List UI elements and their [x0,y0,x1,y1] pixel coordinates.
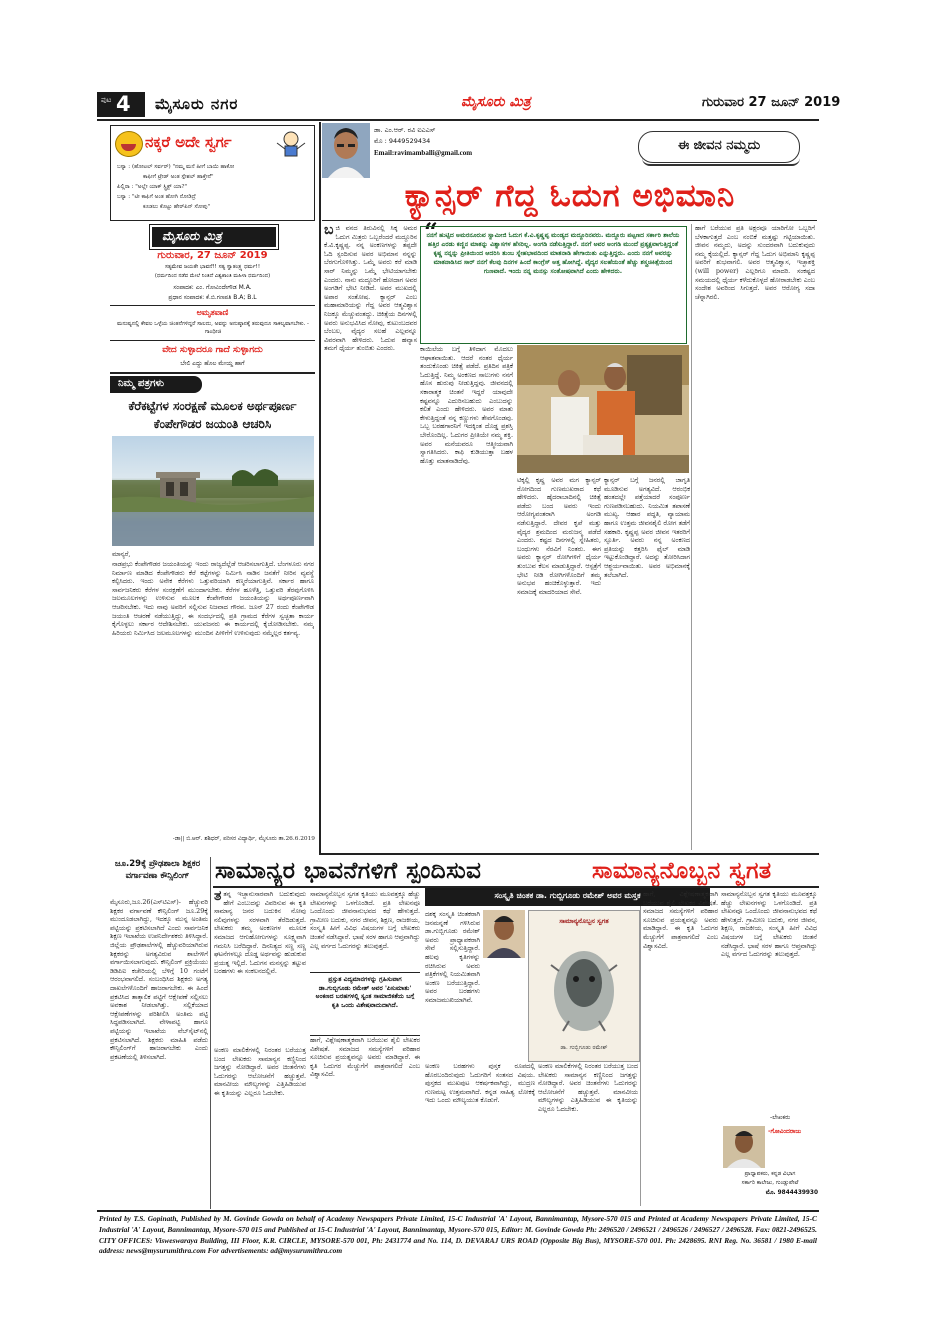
info-motto-1: ಸತ್ಯಮೇವ ಜಯತೇ ಭಾವನೆ!! ಸತ್ಯ ಸ್ವಾತಂತ್ರ್ಯ ಧರ್ಮ!! [164,264,261,270]
book-col-divider [640,906,641,1206]
headline-rule [322,220,817,221]
letter-body: ನಾಡಪ್ರಭು ಕೆಂಪೇಗೌಡರ ಜಯಂತಿಯನ್ನು ಇಂದು ರಾಜ್ಯದೆಲ್ಲೆಡೆ ಆಚರಿಸಲಾಗುತ್ತಿದೆ. ಬೆಂಗಳೂರು ನಗರ ನಿರ್ಮಾಣ ಮಾಡಿದ ಕೆಂಪೇಗೌಡರು ಕೆರೆ ಕಟ್ಟೆಗಳನ್ನು ನಿರ್ಮಿಸಿ ನಾಡಿನ ಜನತೆಗೆ ನೀರಿನ ವ್ಯವಸ್ಥೆ ಕಲ್ಪಿಸಿದರು. ಇಂದು ಅನೇಕ ಕೆರೆಗಳು ಒತ್ತುವರಿಯಾಗಿ ಕಣ್ಮರೆಯಾಗುತ್ತಿವೆ. ಸರ್ಕಾರ ಹಾಗೂ ಸಾರ್ವಜನಿಕರು ಕೆರೆಗಳ ಸಂರಕ್ಷಣೆಗೆ ಮುಂದಾಗಬೇಕು. ಕೆರೆಗಳ ಹೂಳೆತ್ತಿ, ಒತ್ತುವರಿ ತೆರವುಗೊಳಿಸಿ ಜಲಮೂಲಗಳನ್ನು ಉಳಿಸುವ ಮೂಲಕ ಕೆಂಪೇಗೌಡರ ಜಯಂತಿಯನ್ನು ಅರ್ಥಪೂರ್ಣವಾಗಿ ಆಚರಿಸಬೇಕು. ಇದು ನಾವು ಅವರಿಗೆ ಸಲ್ಲಿಸುವ ನಿಜವಾದ ಗೌರವ. ಜೂನ್ 27 ರಂದು ಕೆಂಪೇಗೌಡ ಜಯಂತಿ ಆಚರಣೆ ನಡೆಯುತ್ತಿದ್ದು, ಈ ಸಂದರ್ಭದಲ್ಲಿ ಪ್ರತಿ ಗ್ರಾಮದ ಕೆರೆಗಳ ಸ್ವಚ್ಛತಾ ಕಾರ್ಯ ಕೈಗೊಳ್ಳಲು ಸರ್ಕಾರ ಆದೇಶಿಸಬೇಕು. ಯುವಜನರು ಈ ಕಾರ್ಯದಲ್ಲಿ ಕೈಜೋಡಿಸಬೇಕು. ನಮ್ಮ ಹಿರಿಯರು ನಿರ್ಮಿಸಿದ ಜಲಮೂಲಗಳನ್ನು ಮುಂದಿನ ಪೀಳಿಗೆಗೆ ಉಳಿಸುವುದು ನಮ್ಮೆಲ್ಲರ ಕರ್ತವ್ಯ. [112,560,314,637]
main-story-border-bottom [319,853,819,855]
main-story-col-1-text: ಜಿ ವನದ ತಿರುವಿನಲ್ಲಿ ಸಿಕ್ಕ ಅಮರ ಓದುಗ ಮಿತ್ರರು ಒಬ್ಬರೆಂದರೆ ಮದ್ದೂರಿನ ಕೆ.ವಿ.ಕೃಷ್ಣಪ್ಪ. ನನ್ನ ಅಂಕಣಗಳನ್ನು ತಪ್ಪದೇ ಓದಿ ಸ್ಪಂದಿಸುವ ಅವರ ಅಭಿಮಾನ ನನ್ನನ್ನು ಬೆರಗುಗೊಳಿಸಿತ್ತು. ಒಮ್ಮೆ ಅವರು ಕರೆ ಮಾಡಿ ಸಾರ್ ನಿಮ್ಮನ್ನು ಒಮ್ಮೆ ಭೇಟಿಯಾಗಬೇಕು ಎಂದರು. ನಾನು ಮದ್ದೂರಿಗೆ ಹೋದಾಗ ಅವರ ಅಂಗಡಿಗೆ ಭೇಟಿ ನೀಡಿದೆ. ಅವರ ಮುಖದಲ್ಲಿ ಅಪಾರ ಸಂತೋಷ. ಕ್ಯಾನ್ಸರ್ ಎಂಬ ಮಹಾಮಾರಿಯನ್ನು ಗೆದ್ದ ಅವರ ಆತ್ಮವಿಶ್ವಾಸ ನಿಜಕ್ಕೂ ಮೆಚ್ಚುವಂತದ್ದು. ಚಿಕಿತ್ಸೆಯ ದಿನಗಳಲ್ಲಿ ಅವರು ಅನುಭವಿಸಿದ ನೋವು, ಕುಟುಂಬದವರ ಬೆಂಬಲ, ವೈದ್ಯರ ಸಲಹೆ ಎಲ್ಲವನ್ನೂ ವಿವರವಾಗಿ ಹೇಳಿದರು. ಓದುವ ಹವ್ಯಾಸ ತಮಗೆ ಧೈರ್ಯ ತುಂಬಿತು ಎಂದರು. [324,224,417,353]
book-cover-author: ಡಾ. ಗುಬ್ಬಿಗೂಡು ರಮೇಶ್ [560,1045,608,1051]
proverb-text: ಬೇಲಿ ಎದ್ದು ಹೊಲ ಮೇಯ್ದ ಹಾಗೆ [180,360,245,367]
reviewer-photo-top [483,910,525,958]
info-divider-3 [110,372,315,374]
book-col-6: ಹಾಗೆ, ವಿಶ್ಲೇಷಣಾತ್ಮಕವಾಗಿ ಬರೆಯುವ ಶೈಲಿ ಲೇಖಕರ ವಿಶೇಷತೆ. ಸಮಾಜದ ಸಮಸ್ಯೆಗಳಿಗೆ ಪರಿಹಾರ ಸೂಚಿಸುವ ಪ್ರಯತ್ನವನ್ನೂ ಅವರು ಮಾಡಿದ್ದಾರೆ. ಈ ಕೃತಿ ಓದುಗರ ಮೆಚ್ಚುಗೆಗೆ ಪಾತ್ರವಾಗಲಿದೆ ಎಂಬ ವಿಶ್ವಾಸವಿದೆ. [643,890,718,950]
letters-headline-1: ಕೆರೆಕಟ್ಟೆಗಳ ಸಂರಕ್ಷಣೆ ಮೂಲಕ ಅರ್ಥಪೂರ್ಣ [128,399,297,413]
reviewer-name: -ಗೋವಿಂದರಾಜು [768,1128,802,1135]
reviewer-college: ಸರ್ಕಾರಿ ಕಾಲೇಜು, ಗುಂಡ್ಲುಪೇಟೆ [741,1180,799,1186]
author-mobile: ಮೊ : 9449529434 [374,137,431,145]
letter-signature: -ಡಾ|| ಬಿ.ಆರ್. ಶಶಿಧರ್, ಪರಿಸರ ವಿದ್ಯಾರ್ಥಿ, ಮೈಸೂರು ತಾ.26.6.2019 [172,836,315,842]
book-col-1-text: ತನ್ನ ಇಚ್ಛಾನುಸಾರವಾಗಿ ಬದುಕುವುದು ಹೇಗೆ ಎಂಬುದನ್ನು ವಿವರಿಸುವ ಈ ಕೃತಿ ಸಾಮಾನ್ಯ ಜನರ ಬದುಕಿನ ನೋವು ನಲಿವುಗಳನ್ನು ಸರಳವಾಗಿ ತೆರೆದಿಡುತ್ತದೆ. ಲೇಖಕರು ತಮ್ಮ ಅಂಕಣಗಳ ಮೂಲಕ ಸಮಾಜದ ಆಗುಹೋಗುಗಳನ್ನು ಸೂಕ್ಷ್ಮವಾಗಿ ಗಮನಿಸಿ ಬರೆದಿದ್ದಾರೆ. ದಿನನಿತ್ಯದ ಸಣ್ಣ ಸಣ್ಣ ಘಟನೆಗಳಲ್ಲೂ ದೊಡ್ಡ ಅರ್ಥವನ್ನು ಹುಡುಕುವ ಪ್ರಯತ್ನ ಇಲ್ಲಿದೆ. ಓದುಗನ ಮನಸ್ಸನ್ನು ತಟ್ಟುವ ಬರಹಗಳು ಈ ಸಂಕಲನದಲ್ಲಿವೆ. [214,890,306,976]
book-cover-title: ಸಾಮಾನ್ಯನೊಬ್ಬನ ಸ್ವಗತ [559,917,609,925]
reviewer-title: ಪ್ರಾಧ್ಯಾಪಕರು, ಕನ್ನಡ ವಿಭಾಗ [744,1171,796,1177]
series-title: ಈ ಜೀವನ ನಮ್ಮದು [677,138,761,153]
main-story-col-3: ಟಿಕ್ಕಲ್ಲಿ ಕೃಷ್ಣ ಅವರ ಮಗ ಕ್ಯಾನ್ಸರ್ ರೋಗದಿಂದ ಗುಣಮುಖರಾದ ಕಥೆ ಹೇಳಿದರು. ಹೈದರಾಬಾದಿನಲ್ಲಿ ಚಿಕಿತ್ಸೆ ಪಡೆದು ಬಂದ ಅವರು ಇಂದು ಆರೋಗ್ಯವಂತರಾಗಿ ಅಂಗಡಿ ನಡೆಸುತ್ತಿದ್ದಾರೆ. ದೇವರ ಕೃಪೆ ಮತ್ತು ವೈದ್ಯರ ಶ್ರಮದಿಂದ ಮರುಜನ್ಮ ಪಡೆದೆ ಎಂದರು. ಕಷ್ಟದ ದಿನಗಳಲ್ಲಿ ಸ್ನೇಹಿತರು, ಬಂಧುಗಳು ನೆರವಿಗೆ ನಿಂತರು. ಈಗ ಅವರು ಕ್ಯಾನ್ಸರ್ ರೋಗಿಗಳಿಗೆ ಧೈರ್ಯ ತುಂಬುವ ಕೆಲಸ ಮಾಡುತ್ತಿದ್ದಾರೆ. ಆಸ್ಪತ್ರೆಗೆ ಭೇಟಿ ನೀಡಿ ರೋಗಿಗಳೊಂದಿಗೆ ತಮ್ಮ ಅನುಭವ ಹಂಚಿಕೊಳ್ಳುತ್ತಾರೆ. ಇದು ಸಮಾಜಕ್ಕೆ ಮಾದರಿಯಾದ ಸೇವೆ. [517,476,601,596]
book-headline-red: ಸಾಮಾನ್ಯನೊಬ್ಬನ ಸ್ವಗತ [592,858,772,884]
sidebar-headline: ಜೂ.29ಕ್ಕೆ ಪ್ರೌಢಶಾಲಾ ಶಿಕ್ಷಕರ ವರ್ಗಾವಣಾ ಕೌನ್ಸಿಲಿಂಗ್ [114,859,201,881]
quote-box [420,226,687,344]
info-motto-2: (ಧರ್ಮದಿಂದ ನಡೆವ ಮೇಲೆ ನಿಂತಿದೆ ವಿಶ್ವಶಾಂತಿ ಮಹಿಳಾ ಧರ್ಮದಿಂದ) [154,273,271,279]
main-story-col-4: ಕ್ಯಾನ್ಸರ್ ಬಗ್ಗೆ ಜನರಲ್ಲಿ ಜಾಗೃತಿ ಮೂಡಿಸುವ ಅಗತ್ಯವಿದೆ. ಆರಂಭಿಕ ಹಂತದಲ್ಲೇ ಪತ್ತೆಯಾದರೆ ಸಂಪೂರ್ಣ ಗುಣಪಡಿಸಬಹುದು. ನಿಯಮಿತ ತಪಾಸಣೆ ಮುಖ್ಯ. ಆಹಾರ ಪದ್ಧತಿ, ವ್ಯಾಯಾಮ ಹಾಗೂ ಉತ್ತಮ ಜೀವನಶೈಲಿ ರೋಗ ತಡೆಗೆ ಸಹಕಾರಿ. ಕೃಷ್ಣಪ್ಪ ಅವರ ಜೀವನ ಇತರರಿಗೆ ಸ್ಫೂರ್ತಿ. ಅವರು ನನ್ನ ಅಂಕಣದ ಪ್ರತಿಯನ್ನು ಕತ್ತರಿಸಿ ಫೈಲ್ ಮಾಡಿ ಇಟ್ಟುಕೊಂಡಿದ್ದಾರೆ. ಅದನ್ನು ತೋರಿಸಿದಾಗ ಆಶ್ಚರ್ಯವಾಯಿತು. ಅವರ ಅಭಿಮಾನಕ್ಕೆ ತಲೆಬಾಗಿದೆ. [604,476,690,579]
book-subhead: ಸಂಸ್ಕೃತಿ ಚಿಂತಕ ಡಾ. ಗುಬ್ಬಿಗೂಡು ರಮೇಶ್ ಅವರ ಮಸ್ತಕ [494,891,641,900]
book-col-2b: ಹಾಗೆ, ವಿಶ್ಲೇಷಣಾತ್ಮಕವಾಗಿ ಬರೆಯುವ ಶೈಲಿ ಲೇಖಕರ ವಿಶೇಷತೆ. ಸಮಾಜದ ಸಮಸ್ಯೆಗಳಿಗೆ ಪರಿಹಾರ ಸೂಚಿಸುವ ಪ್ರಯತ್ನವನ್ನೂ ಅವರು ಮಾಡಿದ್ದಾರೆ. ಈ ಕೃತಿ ಓದುಗರ ಮೆಚ್ಚುಗೆಗೆ ಪಾತ್ರವಾಗಲಿದೆ ಎಂಬ ವಿಶ್ವಾಸವಿದೆ. [310,1036,420,1079]
book-col-1 [214,890,306,1045]
author-photo [322,123,370,178]
header-rule [97,119,819,121]
info-divider-2 [110,340,315,341]
pull-quote-text: ಪ್ರಸ್ತುತ ವಿದ್ಯಮಾನಗಳನ್ನು ಗ್ರಹಿಸುವಾಗ ಡಾ.ಗುಬ್ಬಿಗೂಡು ರಮೇಶ್ ಅವರ 'ಪಿಸುಮಾತು' ಅಂಕಣದ ಬರಹಗಳಲ್ಲಿ ಸ್ವಂತ ಸಾಮಾಜಿಕತೆಯ ಬಗ್ಗೆ ಕೃತಿ ಒಂದು ವಿಶೇಷವಾದುದಾಗಿದೆ. [315,976,415,1009]
dropcap-letter: ಬ [324,224,334,238]
author-email: Email:ravimamballi@gmail.com [374,149,473,157]
page-number-badge [97,92,145,117]
book-col-5 [538,1062,638,1206]
main-headline: ಕ್ಯಾನ್ಸರ್ ಗೆದ್ದ ಓದುಗ ಅಭಿಮಾನಿ [404,178,736,214]
sidebar-body: ಮೈಸೂರು,ಜೂ.26(ಎಸ್‌ಟಿಎಸ್)- ಹೆಚ್ಚುವರಿ ಶಿಕ್ಷಕರ ವರ್ಗಾವಣೆ ಕೌನ್ಸಿಲಿಂಗ್ ಜೂ.29ಕ್ಕೆ ಮುಂದೂಡಲಾಗಿದ್ದು, ಇದಕ್ಕೂ ಮುನ್ನ ಅಂತಿಮ ಪಟ್ಟಿಯನ್ನು ಪ್ರಕಟಿಸಲಾಗಿದೆ ಎಂದು ಸಾರ್ವಜನಿಕ ಶಿಕ್ಷಣ ಇಲಾಖೆಯ ಉಪನಿರ್ದೇಶಕರು ತಿಳಿಸಿದ್ದಾರೆ. ಜಿಲ್ಲೆಯ ಪ್ರೌಢಶಾಲೆಗಳಲ್ಲಿ ಹೆಚ್ಚುವರಿಯಾಗಿರುವ ಶಿಕ್ಷಕರನ್ನು ಅಗತ್ಯವಿರುವ ಶಾಲೆಗಳಿಗೆ ವರ್ಗಾಯಿಸಲಾಗುವುದು. ಕೌನ್ಸಿಲಿಂಗ್ ಪ್ರಕ್ರಿಯೆಯು ಡಿಡಿಪಿಐ ಕಚೇರಿಯಲ್ಲಿ ಬೆಳಿಗ್ಗೆ 10 ಗಂಟೆಗೆ ಆರಂಭವಾಗಲಿದೆ. ಸಂಬಂಧಿಸಿದ ಶಿಕ್ಷಕರು ಅಗತ್ಯ ದಾಖಲೆಗಳೊಂದಿಗೆ ಹಾಜರಾಗಬೇಕು. ಈ ಹಿಂದೆ ಪ್ರಕಟಿಸಿದ ತಾತ್ಕಾಲಿಕ ಪಟ್ಟಿಗೆ ಆಕ್ಷೇಪಣೆ ಸಲ್ಲಿಸಲು ಅವಕಾಶ ನೀಡಲಾಗಿತ್ತು. ಸಲ್ಲಿಕೆಯಾದ ಆಕ್ಷೇಪಣೆಗಳನ್ನು ಪರಿಶೀಲಿಸಿ ಅಂತಿಮ ಪಟ್ಟಿ ಸಿದ್ಧಪಡಿಸಲಾಗಿದೆ. ವೇಳಾಪಟ್ಟಿ ಹಾಗೂ ಪಟ್ಟಿಯನ್ನು ಇಲಾಖೆಯ ವೆಬ್‌ಸೈಟ್‌ನಲ್ಲಿ ಪ್ರಕಟಿಸಲಾಗಿದೆ. ಶಿಕ್ಷಕರು ಮಾಹಿತಿ ಪಡೆದು ಕೌನ್ಸಿಲಿಂಗ್‌ಗೆ ಹಾಜರಾಗಬೇಕು ಎಂದು ಪ್ರಕಟಣೆಯಲ್ಲಿ ತಿಳಿಸಲಾಗಿದೆ. [110,898,208,1061]
letters-label [110,376,202,393]
info-editor: ಸಂಪಾದಕ: ಎಂ. ಗೋವಿಂದೇಗೌಡ M.A. [173,284,252,291]
laugh-emoji-icon [115,131,143,157]
footer-rule [97,1210,819,1212]
proverb-title: ವೇದ ಸುಳ್ಳಾದರೂ ಗಾದೆ ಸುಳ್ಳಾಗದು [162,345,263,355]
info-masthead-text: ಮೈಸೂರು ಮಿತ್ರ [162,229,222,243]
info-publisher: ಪ್ರಧಾನ ಸಂಪಾದಕ: ಕೆ.ಬಿ.ಗಣಪತಿ B.A; B.L [168,294,257,301]
header-date: ಗುರುವಾರ 27 ಜೂನ್ 2019 [702,95,841,110]
main-story-col-1 [324,224,417,850]
letter-salutation: ಮಾನ್ಯರೆ, [112,550,131,558]
book-col-4: ಅಂಕಣ ಬರಹಗಳು ಪುಸ್ತಕ ರೂಪದಲ್ಲಿ ಹೊರಬಂದಿರುವುದು ಓದುಗರಿಗೆ ಸಂತಸದ ವಿಷಯ. ಪುಸ್ತಕದ ಮುಖಪುಟ ಆಕರ್ಷಕವಾಗಿದ್ದು, ಮುದ್ರಣ ಗುಣಮಟ್ಟ ಉತ್ತಮವಾಗಿದೆ. ಕನ್ನಡ ಸಾಹಿತ್ಯ ಲೋಕಕ್ಕೆ ಇದು ಒಂದು ಮೌಲ್ಯಯುತ ಕೊಡುಗೆ. [425,1062,535,1105]
info-divider [110,305,315,306]
book-cover [528,910,640,1062]
joke-line: ಬಸ್ಯಾ : "ಟೀ ಕಾಫಿಗೆ ಅಂತ ಹೋಗಿ ನೋಡಿದ್ರೆ [117,194,196,200]
series-title-shadow [642,158,800,166]
joke-box [110,125,315,221]
book-col-7: ಸಾಮಾನ್ಯನೊಬ್ಬನ ಸ್ವಗತ ಕೃತಿಯು ಮೂವತ್ತಕ್ಕೂ ಹೆಚ್ಚು ಲೇಖನಗಳನ್ನು ಒಳಗೊಂಡಿದೆ. ಪ್ರತಿ ಲೇಖನವೂ ಒಂದೊಂದು ಜೀವನಾನುಭವದ ಕಥೆ ಹೇಳುತ್ತದೆ. ಗ್ರಾಮೀಣ ಬದುಕು, ನಗರ ಜೀವನ, ಶಿಕ್ಷಣ, ರಾಜಕೀಯ, ಸಂಸ್ಕೃತಿ ಹೀಗೆ ವಿವಿಧ ವಿಷಯಗಳ ಬಗ್ಗೆ ಲೇಖಕರು ಚಿಂತನೆ ನಡೆಸಿದ್ದಾರೆ. ಭಾಷೆ ಸರಳ ಹಾಗೂ ಆಪ್ತವಾಗಿದ್ದು ಎಲ್ಲ ವರ್ಗದ ಓದುಗರನ್ನು ತಲುಪುತ್ತದೆ. [721,890,817,959]
joke-lines [117,162,309,212]
quote-text: ನನಗೆ ಹುಟ್ಟಿದ ಅಮರನೂರುವ ಸ್ವಾಮೀಜಿ ಓದುಗ ಕೆ.ವಿ.ಕೃಷ್ಣಪ್ಪ ಮಂಡ್ಯದ ಮದ್ದೂರಿನವರು. ಮದ್ದೂರು ಪಟ್ಟಣದ ಸರ್ಕಾರಿ ಶಾಲೆಯ ಹತ್ತಿರ ಎರಡು ಕಣ್ಣಿನ ಮಾತನ್ನು ವಿಶ್ವಾಸಗಳ ಹೆಸರಿಲ್ಲ. ಅಂಗಡಿ ನಡೆಸುತ್ತಿದ್ದಾರೆ. ನನಗೆ ಅವರ ಅಂಗಡಿ ಮುಂದೆ ಪ್ರತ್ಯಕ್ಷವಾಗುತ್ತಿದ್ದಂತೆ ಕೃಷ್ಣ ನನ್ನನ್ನು ಪ್ರೀತಿಯಿಂದ ಆದರಿಸಿ ತುಂಬ ಸ್ನೇಹಭಾವದಿಂದ ಮಾತನಾಡಿ ಹೇಗಾಯಿತು ಎನ್ನುತ್ತಿದ್ದರು. ಎಂದು ನನಗೆ ಅವರನ್ನು ಮಾತನಾಡಿಸಿದ ಸಾರ್ ನನಗೆ ಕೆಲವು ದಿನಗಳ ಹಿಂದೆ ಕಾಂಗ್ರೆಸ್ ಅತ್ತ ಹೋಗಿದ್ದೆ. ವೈದ್ಯರ ಸಲಹೆಯಂತೆ ಹೆಚ್ಚು ಶಸ್ತ್ರಚಿಕಿತ್ಸೆಯಿಂದ ಗುಣವಾದೆ. ಇಂದು ನನ್ನ ಮನಸ್ಸು ಸಂತೋಷವಾಗಿದೆ ಎಂದು ಹೇಳಿದರು. [426,232,680,276]
joke-line: ಕಾಫೀಗೆ ಟ್ರೇಡ್ ಅಂತ ಸ್ಪೇಶಲ್ ಹಾಕ್ತೇನೆ" [143,174,214,180]
pull-quote-box [310,972,420,1036]
footer-imprint: Printed by T.S. Gopinath, Published by M. Govinde Gowda on behalf of Academy Newspapers Private Limited, 15-C Industrial 'A' Layout, Bannimantap, Mysore-570 015 and Printed at Academy Newspapers Private Limited, 15-C Industrial 'A' Layout, Bannimantap, Mysore-570 015 and Published at 15-C Industrial 'A' Layout, Bannimantap, Mysore-570 015, Editor: M. Govinde Gowda Ph: 2496520 / 2496521 / 2496526 / 2496527 / 2496528. Fax: 0821-2496525. CITY OFFICES: Visweswaraya Building, III Floor, K.R. CIRCLE, MYSORE-570 001, Ph: 2431774 and No. 114, D. DEVARAJ URS ROAD (Opposite Big Bus), MYSORE-570 001. Ph: 2428695. RNI Reg. No. 36581 / 1980 E-mail address: news@mysurumithra.com For advertisements: ad@mysurumithra.com [99,1214,817,1256]
joke-title: ನಕ್ಕರೆ ಅದೇ ಸ್ವರ್ಗ [145,133,232,151]
letters-label-text: ನಿಮ್ಮ ಪತ್ರಗಳು [118,378,165,389]
lake-photo [112,436,314,546]
page-label: ಪುಟ [101,96,112,104]
quote-marks-icon: “ [424,217,438,246]
reviewer-label: -ಲೇಖಕರು [770,1114,791,1121]
main-story-col-divider [691,224,692,850]
main-story-col-2: ಕಾಯಿಲೆಯ ಬಗ್ಗೆ ತಿಳಿದಾಗ ಮೊದಲು ಆಘಾತವಾಯಿತು. ಆದರೆ ನಂತರ ಧೈರ್ಯ ತಂದುಕೊಂಡು ಚಿಕಿತ್ಸೆ ಪಡೆದೆ. ಪ್ರತಿದಿನ ಪತ್ರಿಕೆ ಓದುತ್ತಿದ್ದೆ. ನಿಮ್ಮ ಅಂಕಣದ ಸಾಲುಗಳು ನನಗೆ ಹೊಸ ಹುರುಪು ನೀಡುತ್ತಿದ್ದವು. ಜೀವನದಲ್ಲಿ ಸಕಾರಾತ್ಮಕ ಚಿಂತನೆ ಇದ್ದರೆ ಯಾವುದೇ ಕಷ್ಟವನ್ನೂ ಎದುರಿಸಬಹುದು ಎಂಬುದನ್ನು ಕಲಿತೆ ಎಂದು ಹೇಳಿದರು. ಅವರ ಮಾತು ಕೇಳುತ್ತಿದ್ದಂತೆ ನನ್ನ ಕಣ್ಣುಗಳು ತೇವಗೊಂಡವು. ಒಬ್ಬ ಬರಹಗಾರನಿಗೆ ಇದಕ್ಕಿಂತ ದೊಡ್ಡ ಪ್ರಶಸ್ತಿ ಬೇರೊಂದಿಲ್ಲ. ಓದುಗರ ಪ್ರೀತಿಯೇ ನಮ್ಮ ಶಕ್ತಿ. ಅವರ ಮನೆಯವರೂ ಆತ್ಮೀಯವಾಗಿ ಸ್ವಾಗತಿಸಿದರು. ಕಾಫಿ ಕುಡಿಯುತ್ತಾ ಬಹಳ ಹೊತ್ತು ಮಾತನಾಡಿದೆವು. [420,345,513,465]
info-masthead [150,225,278,249]
page-number: 4 [116,92,131,116]
book-dropcap: ತ [214,890,222,904]
joke-cartoon-icon [275,129,307,159]
amrut-title: ಅಮೃತವಾಣಿ [196,308,229,317]
info-date: ಗುರುವಾರ, 27 ಜೂನ್ 2019 [157,250,268,261]
masthead-logo: ಮೈಸೂರು ಮಿತ್ರ [461,94,531,110]
book-col-2: ಸಾಮಾನ್ಯನೊಬ್ಬನ ಸ್ವಗತ ಕೃತಿಯು ಮೂವತ್ತಕ್ಕೂ ಹೆಚ್ಚು ಲೇಖನಗಳನ್ನು ಒಳಗೊಂಡಿದೆ. ಪ್ರತಿ ಲೇಖನವೂ ಒಂದೊಂದು ಜೀವನಾನುಭವದ ಕಥೆ ಹೇಳುತ್ತದೆ. ಗ್ರಾಮೀಣ ಬದುಕು, ನಗರ ಜೀವನ, ಶಿಕ್ಷಣ, ರಾಜಕೀಯ, ಸಂಸ್ಕೃತಿ ಹೀಗೆ ವಿವಿಧ ವಿಷಯಗಳ ಬಗ್ಗೆ ಲೇಖಕರು ಚಿಂತನೆ ನಡೆಸಿದ್ದಾರೆ. ಭಾಷೆ ಸರಳ ಹಾಗೂ ಆಪ್ತವಾಗಿದ್ದು ಎಲ್ಲ ವರ್ಗದ ಓದುಗರನ್ನು ತಲುಪುತ್ತದೆ. [310,890,420,950]
reviewer-phone: ಮೊ. 9844439930 [765,1190,818,1196]
section-title: ಮೈಸೂರು ನಗರ [155,95,239,113]
letters-headline-2: ಕೆಂಪೇಗೌಡರ ಜಯಂತಿ ಆಚರಿಸಿ [153,417,272,431]
main-story-col-5: ಹಾಗೆ ಬರೆಯುವ ಪ್ರತಿ ಅಕ್ಷರವೂ ಯಾರಿಗೋ ಒಬ್ಬರಿಗೆ ಬೆಳಕಾಗುತ್ತದೆ ಎಂಬ ನಂಬಿಕೆ ಮತ್ತಷ್ಟು ಗಟ್ಟಿಯಾಯಿತು. ಜೀವನ ನಮ್ಮದು, ಅದನ್ನು ಸುಂದರವಾಗಿ ಬದುಕುವುದು ನಮ್ಮ ಕೈಯಲ್ಲಿದೆ. ಕ್ಯಾನ್ಸರ್ ಗೆದ್ದ ಓದುಗ ಅಭಿಮಾನಿ ಕೃಷ್ಣಪ್ಪ ಅವರಿಗೆ ಶುಭವಾಗಲಿ. ಅವರ ಆತ್ಮವಿಶ್ವಾಸ, ಇಚ್ಛಾಶಕ್ತಿ (will power) ಎಲ್ಲರಿಗೂ ಮಾದರಿ. ಸಂಕಷ್ಟದ ಸಮಯದಲ್ಲಿ ಧೈರ್ಯ ಕಳೆದುಕೊಳ್ಳದೆ ಹೋರಾಡಬೇಕು ಎಂಬ ಸಂದೇಶ ಅವರಿಂದ ಸಿಗುತ್ತದೆ. ಅವರ ಆರೋಗ್ಯ ಸದಾ ಚೆನ್ನಾಗಿರಲಿ. [695,224,815,301]
joke-line: ಬಸ್ಯಾ : (ಹೋಟಲ್ ಸರ್ವರ್) "ನಮ್ಮ ಮನೆ ಹೀಗೆ ಬಾಯಿ ಹಾಕೋ [117,164,235,170]
story-photo [517,345,689,473]
joke-line: ಪಿಲ್ಲಿರಾ : "ಅಲ್ಲೇ ಯಾಕ್ ಸ್ಟ್ರಿಕ್ಟ್ ಯಾ?" [117,184,188,190]
author-name: ಡಾ. ಎಂ.ಆರ್. ರವಿ ಐಎಎಸ್ [374,126,436,134]
joke-line: ಕೂಡಲು ಕೊಟ್ಟು ಹೇರ್‌ಪಿನ್ ಸೋಪು" [143,204,211,210]
amrut-text: ಮನುಷ್ಯನಲ್ಲಿ ಕೇವಲ ಒಳ್ಳೆಯ ಚಿಂತನೆಗಳಿದ್ದರೆ ಸಾಲದು, ಅವನ್ನು ಅನುಷ್ಠಾನಕ್ಕೆ ತರುವುದೂ ಸಾಕಲ್ಯವಾಗಬೇಕು. - ಗಾಂಧೀಜಿ [117,321,309,335]
book-headline-black: ಸಾಮಾನ್ಯರ ಭಾವನೆಗಳಿಗೆ ಸ್ಪಂದಿಸುವ [215,858,482,884]
book-col-3: ದಶಕ್ಕ ಸಂಸ್ಕೃತಿ ಚಿಂತಕರಾಗಿ ಜನಮನ್ನಣೆ ಗಳಿಸಿರುವ ಡಾ.ಗುಬ್ಬಿಗೂಡು ರಮೇಶ್ ಅವರು ಪ್ರಾಧ್ಯಾಪಕರಾಗಿ ಸೇವೆ ಸಲ್ಲಿಸುತ್ತಿದ್ದಾರೆ. ಹಲವು ಕೃತಿಗಳನ್ನು ರಚಿಸಿರುವ ಅವರು ಪತ್ರಿಕೆಗಳಲ್ಲಿ ನಿಯಮಿತವಾಗಿ ಅಂಕಣ ಬರೆಯುತ್ತಿದ್ದಾರೆ. ಅವರ ಬರಹಗಳು ಸಮಾಜಮುಖಿಯಾಗಿವೆ. [425,910,480,1004]
main-story-border-left [319,122,321,854]
sidebar-divider [210,857,211,1209]
book-col-5-text: ಅಂಕಣ ಮಾಲಿಕೆಗಳಲ್ಲಿ ನಿರಂತರ ಬರೆಯುತ್ತ ಬಂದ ಲೇಖಕರು ಸಾಮಾನ್ಯನ ಕಣ್ಣಿನಿಂದ ಜಗತ್ತನ್ನು ನೋಡಿದ್ದಾರೆ. ಅವರ ಚಿಂತನೆಗಳು ಓದುಗರನ್ನು ಆಲೋಚನೆಗೆ ಹಚ್ಚುತ್ತವೆ. ಮಾನವೀಯ ಮೌಲ್ಯಗಳನ್ನು ಎತ್ತಿಹಿಡಿಯುವ ಈ ಕೃತಿಯನ್ನು ಎಲ್ಲರೂ ಓದಬೇಕು. [538,1062,638,1113]
reviewer-photo [723,1126,765,1168]
book-col-1b: ಅಂಕಣ ಮಾಲಿಕೆಗಳಲ್ಲಿ ನಿರಂತರ ಬರೆಯುತ್ತ ಬಂದ ಲೇಖಕರು ಸಾಮಾನ್ಯನ ಕಣ್ಣಿನಿಂದ ಜಗತ್ತನ್ನು ನೋಡಿದ್ದಾರೆ. ಅವರ ಚಿಂತನೆಗಳು ಓದುಗರನ್ನು ಆಲೋಚನೆಗೆ ಹಚ್ಚುತ್ತವೆ. ಮಾನವೀಯ ಮೌಲ್ಯಗಳನ್ನು ಎತ್ತಿಹಿಡಿಯುವ ಈ ಕೃತಿಯನ್ನು ಎಲ್ಲರೂ ಓದಬೇಕು. [214,1046,306,1097]
